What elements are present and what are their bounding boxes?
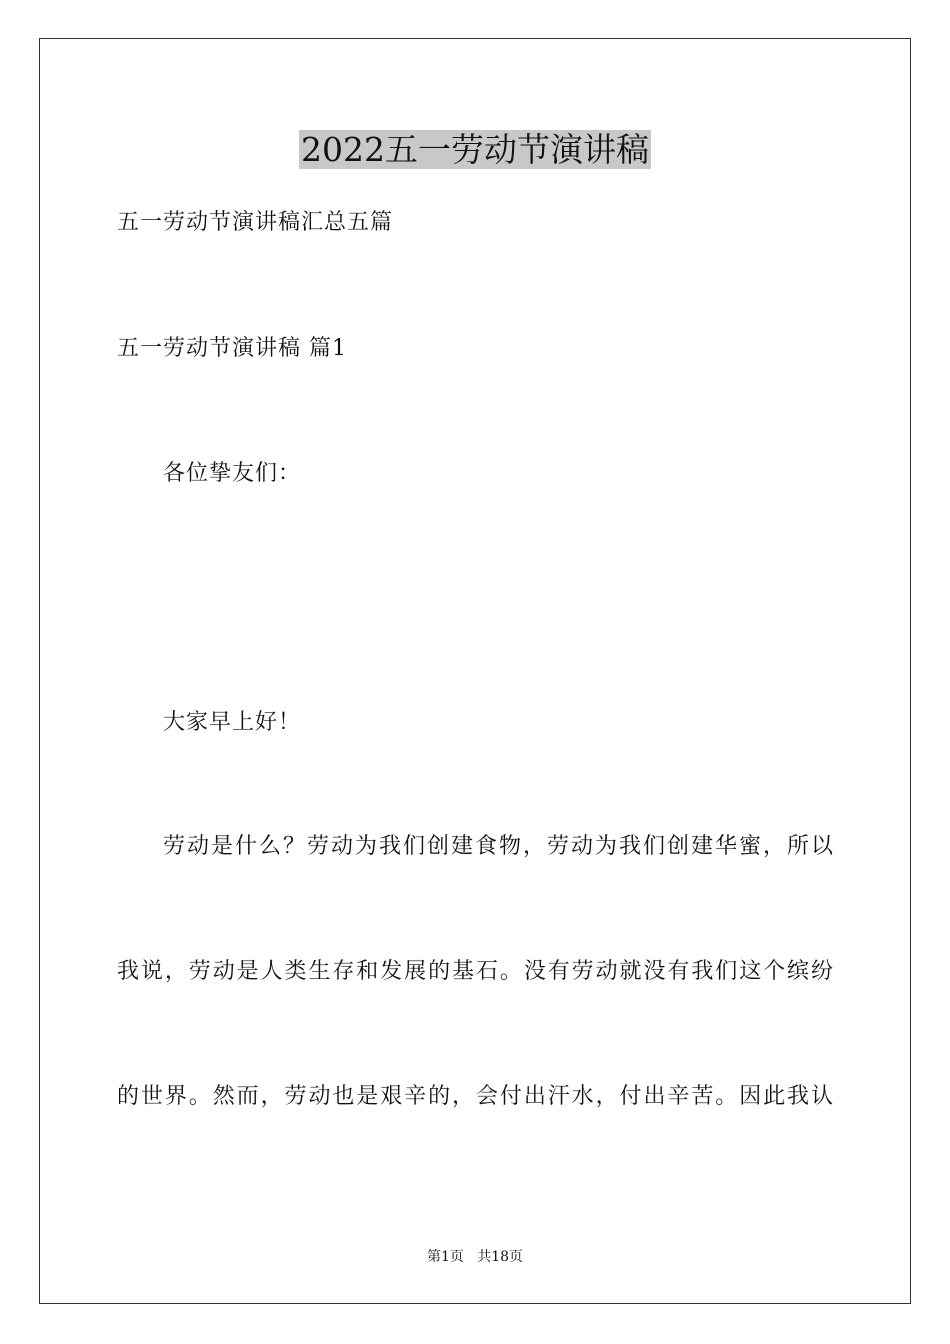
paragraph-line-3: 的世界。然而，劳动也是艰辛的，会付出汗水，付出辛苦。因此我认 (117, 1084, 833, 1109)
paragraph-line-1: 劳动是什么？劳动为我们创建食物，劳动为我们创建华蜜，所以 (163, 834, 833, 859)
document-title: 2022五一劳动节演讲稿 (301, 130, 649, 169)
paragraph-line-2: 我说，劳动是人类生存和发展的基石。没有劳动就没有我们这个缤纷 (117, 959, 833, 984)
page-footer: 第1页 共18页 (426, 1249, 524, 1265)
salutation: 各位挚友们： (163, 461, 302, 486)
section-heading: 五一劳动节演讲稿 篇1 (117, 336, 347, 361)
document-subtitle: 五一劳动节演讲稿汇总五篇 (117, 210, 394, 235)
greeting: 大家早上好！ (163, 710, 302, 735)
